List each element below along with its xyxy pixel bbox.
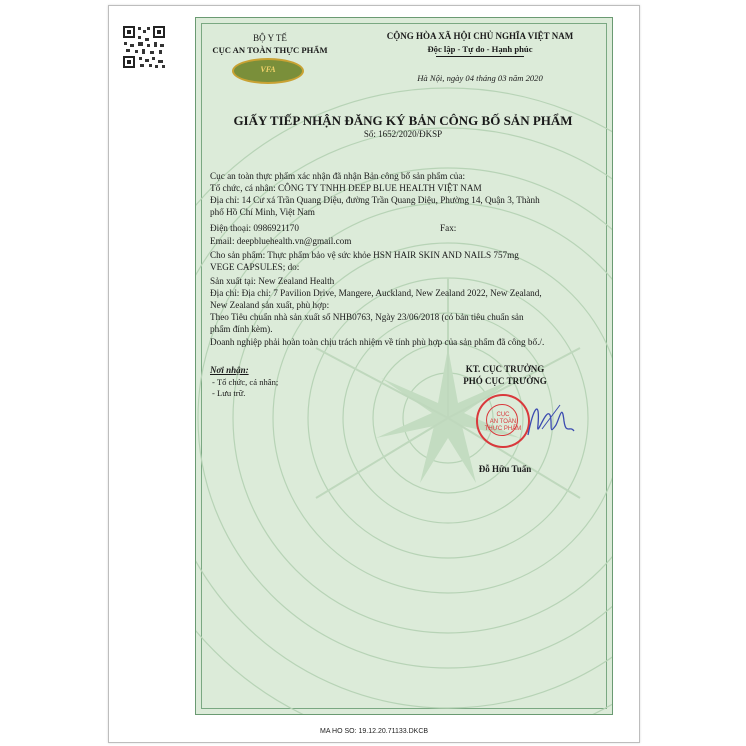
product-line-2: VEGE CAPSULES; do: [210, 262, 300, 272]
email: Email: deepbluehealth.vn@gmail.com [210, 236, 352, 246]
handwritten-signature [520, 395, 580, 445]
department-name: CỤC AN TOÀN THỰC PHẨM [212, 45, 328, 55]
recipient-item: - Lưu trữ. [212, 388, 246, 398]
made-in: Sản xuất tại: New Zealand Health [210, 276, 335, 286]
signer-name: Đỗ Hữu Tuấn [478, 464, 532, 474]
phone: Điện thoại: 0986921170 [210, 223, 299, 233]
recipient-item: - Tổ chức, cá nhân; [212, 377, 279, 387]
vfa-logo [232, 58, 304, 84]
standard-line-2: phẩm đính kèm). [210, 324, 273, 334]
motto-underline [436, 56, 524, 57]
organization: Tổ chức, cá nhân: CÔNG TY TNHH DEEP BLUE HEALTH VIỆT NAM [210, 183, 482, 193]
recipients-heading: Nơi nhận: [210, 365, 249, 375]
fax: Fax: [440, 223, 457, 233]
manufacturer-address-2: New Zealand sản xuất, phù hợp: [210, 300, 330, 310]
signature-title-1: KT. CỤC TRƯỞNG [465, 364, 545, 374]
address-line-1: Địa chỉ: 14 Cư xá Trần Quang Diệu, đường Trần Quang Diệu, Phường 14, Quận 3, Thành [210, 195, 540, 205]
place-date: Hà Nội, ngày 04 tháng 03 năm 2020 [417, 73, 543, 83]
country-name: CỘNG HÒA XÃ HỘI CHỦ NGHĨA VIỆT NAM [386, 31, 574, 41]
ministry-name: BỘ Y TẾ [253, 33, 287, 43]
motto: Độc lập - Tự do - Hạnh phúc [427, 44, 533, 54]
product-line-1: Cho sản phẩm: Thực phẩm bảo vệ sức khỏe HSN HAIR SKIN AND NAILS 757mg [210, 250, 519, 260]
stamp-text: CỤC [496, 412, 510, 418]
document-number: Số: 1652/2020/ĐKSP [363, 129, 443, 139]
qr-code [121, 24, 167, 70]
manufacturer-address-1: Địa chỉ: Địa chỉ: 7 Pavilion Drive, Mangere, Auckland, New Zealand 2022, New Zealand, [210, 288, 542, 298]
stamp-text: AN TOÀN [489, 419, 517, 425]
address-line-2: phố Hồ Chí Minh, Việt Nam [210, 207, 315, 217]
stamp-text: THỰC PHẨM [484, 426, 522, 432]
file-code: MA HO SO: 19.12.20.71133.DKCB [320, 728, 429, 735]
intro-text: Cục an toàn thực phẩm xác nhận đã nhận Bản công bố sản phẩm của: [210, 171, 466, 181]
signature-title-2: PHÓ CỤC TRƯỞNG [463, 376, 547, 386]
standard-line-1: Theo Tiêu chuẩn nhà sản xuất số NHB0763, Ngày 23/06/2018 (có bản tiêu chuẩn sản [210, 312, 524, 322]
page-title: GIẤY TIẾP NHẬN ĐĂNG KÝ BẢN CÔNG BỐ SẢN PHẨM [233, 113, 573, 128]
vfa-logo-text: VFA [260, 65, 276, 74]
responsibility: Doanh nghiệp phải hoàn toàn chịu trách nhiệm về tính phù hợp của sản phẩm đã công bố./. [210, 337, 545, 347]
